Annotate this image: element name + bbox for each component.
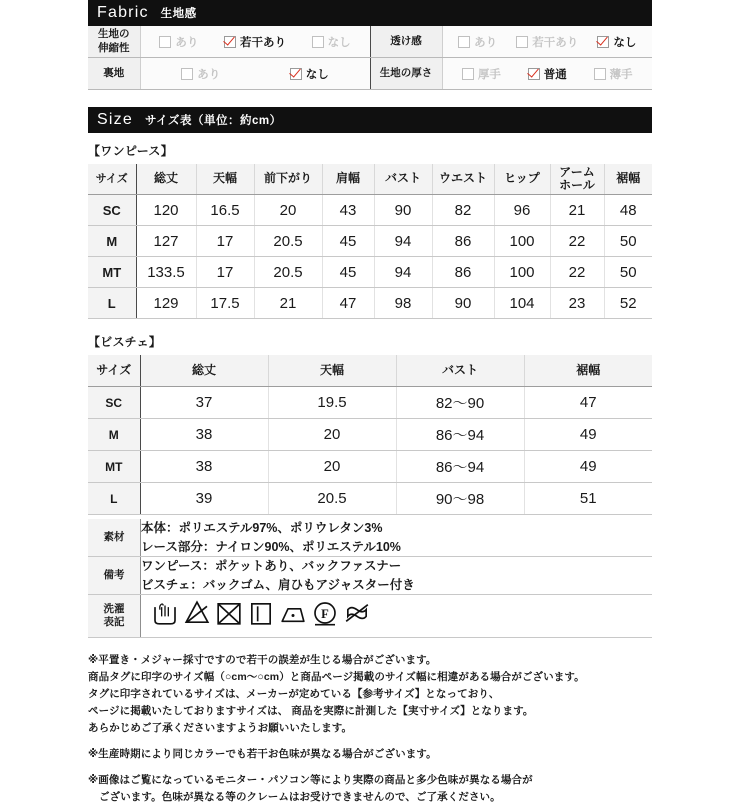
fabric-section-header bbox=[88, 0, 652, 26]
hand-wash-icon bbox=[150, 598, 180, 634]
fabric-header-en: Fabric bbox=[97, 4, 149, 21]
bustier-cell-r1-c3: 86〜94 bbox=[396, 419, 524, 451]
table-row bbox=[88, 195, 652, 226]
unchecked-checkbox-icon bbox=[458, 36, 470, 48]
size-section-header bbox=[88, 107, 652, 133]
footnotes bbox=[88, 652, 652, 806]
footnote-color-lot: ※生産時期により同じカラーでも若干お色味が異なる場合がございます。 bbox=[88, 747, 437, 760]
onepiece-col-header-1: 総丈 bbox=[136, 164, 196, 195]
table-row bbox=[88, 288, 652, 319]
bustier-cell-r2-c4: 49 bbox=[524, 451, 652, 483]
onepiece-cell-r1-c4: 45 bbox=[322, 226, 374, 257]
bustier-cell-r3-c3: 90〜98 bbox=[396, 483, 524, 515]
size-header-en: Size bbox=[97, 111, 133, 128]
spec-content bbox=[88, 0, 652, 806]
onepiece-cell-r2-c4: 45 bbox=[322, 257, 374, 288]
unchecked-checkbox-icon bbox=[462, 68, 474, 80]
size-header-jp: サイズ表（単位：約cm） bbox=[144, 115, 282, 127]
bustier-cell-r3-c0: L bbox=[88, 483, 140, 515]
table-row bbox=[88, 257, 652, 288]
care-value bbox=[141, 595, 653, 638]
onepiece-cell-r3-c3: 21 bbox=[254, 288, 322, 319]
onepiece-col-header-8: アーム ホール bbox=[550, 164, 604, 195]
onepiece-cell-r3-c4: 47 bbox=[322, 288, 374, 319]
onepiece-cell-r2-c1: 133.5 bbox=[136, 257, 196, 288]
onepiece-cell-r3-c2: 17.5 bbox=[196, 288, 254, 319]
onepiece-col-header-3: 前下がり bbox=[254, 164, 322, 195]
footnote-monitor-line-2: ございます。色味が異なる等のクレームはお受けできませんので、ご了承ください。 bbox=[99, 790, 501, 803]
stretch-option-label: 若干あり bbox=[239, 36, 286, 49]
onepiece-cell-r0-c3: 20 bbox=[254, 195, 322, 226]
care-symbol-row bbox=[150, 598, 652, 634]
onepiece-cell-r0-c6: 82 bbox=[432, 195, 494, 226]
bustier-cell-r2-c1: 38 bbox=[140, 451, 268, 483]
onepiece-cell-r3-c6: 90 bbox=[432, 288, 494, 319]
bustier-cell-r1-c4: 49 bbox=[524, 419, 652, 451]
fabric-label-thickness: 生地の厚さ bbox=[370, 58, 442, 90]
thickness-option-0[interactable] bbox=[462, 66, 501, 82]
table-row bbox=[88, 226, 652, 257]
onepiece-col-header-9: 裾幅 bbox=[604, 164, 652, 195]
onepiece-header-row bbox=[88, 164, 652, 195]
care-label: 洗濯 表記 bbox=[88, 595, 141, 638]
onepiece-cell-r0-c1: 120 bbox=[136, 195, 196, 226]
onepiece-cell-r3-c0: L bbox=[88, 288, 136, 319]
drip-dry-icon bbox=[246, 598, 276, 634]
onepiece-cell-r1-c1: 127 bbox=[136, 226, 196, 257]
onepiece-cell-r0-c8: 21 bbox=[550, 195, 604, 226]
lining-option-0[interactable] bbox=[181, 66, 220, 82]
onepiece-cell-r0-c2: 16.5 bbox=[196, 195, 254, 226]
onepiece-cell-r1-c5: 94 bbox=[374, 226, 432, 257]
onepiece-cell-r1-c0: M bbox=[88, 226, 136, 257]
thickness-option-label: 厚手 bbox=[477, 68, 501, 81]
footnote-line: あらかじめご了承くださいますようお願いいたします。 bbox=[88, 721, 353, 734]
onepiece-body bbox=[88, 195, 652, 319]
remarks-line-2: ビスチェ：バックゴム、肩ひもアジャスター付き bbox=[141, 577, 415, 592]
material-line-2: レース部分：ナイロン90%、ポリエステル10% bbox=[141, 539, 401, 554]
onepiece-cell-r1-c3: 20.5 bbox=[254, 226, 322, 257]
bustier-col-header-0: サイズ bbox=[88, 355, 140, 387]
stretch-option-1[interactable] bbox=[224, 34, 286, 50]
fabric-options-stretch bbox=[140, 26, 370, 58]
table-row bbox=[88, 387, 652, 419]
onepiece-cell-r2-c9: 50 bbox=[604, 257, 652, 288]
info-table bbox=[88, 519, 652, 638]
onepiece-col-header-0: サイズ bbox=[88, 164, 136, 195]
stretch-option-label: あり bbox=[175, 36, 199, 49]
fabric-table bbox=[88, 26, 652, 90]
fabric-options-lining bbox=[140, 58, 370, 90]
onepiece-cell-r0-c0: SC bbox=[88, 195, 136, 226]
onepiece-col-header-7: ヒップ bbox=[494, 164, 550, 195]
fabric-options-thickness bbox=[442, 58, 652, 90]
remarks-value bbox=[141, 557, 653, 595]
table-row bbox=[88, 419, 652, 451]
unchecked-checkbox-icon bbox=[594, 68, 606, 80]
bustier-cell-r1-c1: 38 bbox=[140, 419, 268, 451]
bustier-cell-r2-c3: 86〜94 bbox=[396, 451, 524, 483]
onepiece-cell-r2-c7: 100 bbox=[494, 257, 550, 288]
onepiece-cell-r3-c9: 52 bbox=[604, 288, 652, 319]
material-line-1: 本体：ポリエステル97%、ポリウレタン3% bbox=[141, 521, 383, 535]
onepiece-cell-r2-c0: MT bbox=[88, 257, 136, 288]
bustier-cell-r0-c4: 47 bbox=[524, 387, 652, 419]
onepiece-cell-r1-c7: 100 bbox=[494, 226, 550, 257]
onepiece-cell-r2-c3: 20.5 bbox=[254, 257, 322, 288]
onepiece-cell-r0-c5: 90 bbox=[374, 195, 432, 226]
bustier-heading: 【ビスチェ】 bbox=[88, 335, 162, 349]
unchecked-checkbox-icon bbox=[159, 36, 171, 48]
lining-option-1[interactable] bbox=[290, 66, 329, 82]
onepiece-cell-r3-c1: 129 bbox=[136, 288, 196, 319]
fabric-label-sheerness: 透け感 bbox=[370, 26, 442, 58]
fabric-options-sheerness bbox=[442, 26, 652, 58]
sheerness-option-label: 若干あり bbox=[532, 36, 579, 49]
sheerness-option-2[interactable] bbox=[597, 34, 636, 50]
bustier-cell-r3-c2: 20.5 bbox=[268, 483, 396, 515]
onepiece-cell-r2-c2: 17 bbox=[196, 257, 254, 288]
stretch-option-label: なし bbox=[327, 36, 351, 49]
fabric-label-stretch: 生地の 伸縮性 bbox=[88, 26, 140, 58]
sheerness-option-label: あり bbox=[474, 36, 498, 49]
thickness-option-label: 薄手 bbox=[609, 68, 633, 81]
no-bleach-icon bbox=[182, 598, 212, 634]
sheerness-option-0[interactable] bbox=[458, 34, 497, 50]
bustier-cell-r1-c0: M bbox=[88, 419, 140, 451]
no-tumble-dry-icon bbox=[214, 598, 244, 634]
table-row bbox=[88, 451, 652, 483]
bustier-cell-r2-c2: 20 bbox=[268, 451, 396, 483]
onepiece-col-header-4: 肩幅 bbox=[322, 164, 374, 195]
bustier-cell-r0-c0: SC bbox=[88, 387, 140, 419]
onepiece-cell-r1-c6: 86 bbox=[432, 226, 494, 257]
stretch-option-0[interactable] bbox=[159, 34, 198, 50]
checked-checkbox-icon bbox=[224, 36, 236, 48]
onepiece-cell-r0-c4: 43 bbox=[322, 195, 374, 226]
bustier-cell-r3-c1: 39 bbox=[140, 483, 268, 515]
footnote-measurement bbox=[88, 652, 652, 737]
material-label: 素材 bbox=[88, 519, 141, 557]
bustier-cell-r0-c3: 82〜90 bbox=[396, 387, 524, 419]
no-wring-icon bbox=[342, 598, 372, 634]
remarks-line-1: ワンピース：ポケットあり、バックファスナー bbox=[141, 559, 402, 573]
checked-checkbox-icon bbox=[597, 36, 609, 48]
thickness-option-label: 普通 bbox=[543, 68, 567, 81]
bustier-size-table bbox=[88, 355, 652, 515]
thickness-option-2[interactable] bbox=[594, 66, 633, 82]
onepiece-cell-r2-c8: 22 bbox=[550, 257, 604, 288]
sheerness-option-label: なし bbox=[613, 36, 637, 49]
onepiece-cell-r1-c9: 50 bbox=[604, 226, 652, 257]
footnote-line: 商品タグに印字のサイズ幅（○cm〜○cm）と商品ページ掲載のサイズ幅に相違がある場合がございます。 bbox=[88, 670, 585, 683]
info-row-material bbox=[88, 519, 652, 557]
onepiece-cell-r2-c6: 86 bbox=[432, 257, 494, 288]
footnote-monitor-line-1: ※画像はご覧になっているモニター・パソコン等により実際の商品と多少色味が異なる場合が bbox=[88, 773, 533, 786]
bustier-cell-r0-c2: 19.5 bbox=[268, 387, 396, 419]
table-row bbox=[88, 483, 652, 515]
bustier-col-header-2: 天幅 bbox=[268, 355, 396, 387]
bustier-cell-r0-c1: 37 bbox=[140, 387, 268, 419]
sheerness-option-1[interactable] bbox=[516, 34, 578, 50]
fabric-row-lining bbox=[88, 58, 652, 90]
lining-option-label: あり bbox=[197, 68, 221, 81]
fabric-header-jp: 生地感 bbox=[160, 8, 197, 20]
footnote-line: ページに掲載いたしておりますサイズは、 商品を実際に計測した【実寸サイズ】となります。 bbox=[88, 704, 534, 717]
bustier-cell-r3-c4: 51 bbox=[524, 483, 652, 515]
bustier-col-header-1: 総丈 bbox=[140, 355, 268, 387]
onepiece-cell-r0-c7: 96 bbox=[494, 195, 550, 226]
onepiece-cell-r1-c2: 17 bbox=[196, 226, 254, 257]
dryclean-f-icon bbox=[310, 598, 340, 634]
iron-low-icon bbox=[278, 598, 308, 634]
footnote-monitor-color bbox=[88, 772, 652, 806]
bustier-cell-r1-c2: 20 bbox=[268, 419, 396, 451]
unchecked-checkbox-icon bbox=[516, 36, 528, 48]
info-row-remarks bbox=[88, 557, 652, 595]
onepiece-cell-r2-c5: 94 bbox=[374, 257, 432, 288]
footnote-line: ※平置き・メジャー採寸ですので若干の誤差が生じる場合がございます。 bbox=[88, 653, 437, 666]
onepiece-heading: 【ワンピース】 bbox=[88, 144, 174, 158]
lining-option-label: なし bbox=[305, 68, 329, 81]
onepiece-cell-r3-c5: 98 bbox=[374, 288, 432, 319]
fabric-row-stretch bbox=[88, 26, 652, 58]
onepiece-size-table bbox=[88, 164, 652, 319]
checked-checkbox-icon bbox=[528, 68, 540, 80]
onepiece-cell-r3-c8: 23 bbox=[550, 288, 604, 319]
bustier-body bbox=[88, 387, 652, 515]
onepiece-col-header-5: バスト bbox=[374, 164, 432, 195]
footnote-line: タグに印字されているサイズは、メーカーが定めている【参考サイズ】となっており、 bbox=[88, 687, 500, 700]
info-row-care bbox=[88, 595, 652, 638]
svg-text:F: F bbox=[321, 607, 329, 621]
thickness-option-1[interactable] bbox=[528, 66, 567, 82]
bustier-col-header-4: 裾幅 bbox=[524, 355, 652, 387]
onepiece-cell-r0-c9: 48 bbox=[604, 195, 652, 226]
bustier-col-header-3: バスト bbox=[396, 355, 524, 387]
unchecked-checkbox-icon bbox=[312, 36, 324, 48]
onepiece-cell-r1-c8: 22 bbox=[550, 226, 604, 257]
bustier-header-row bbox=[88, 355, 652, 387]
onepiece-cell-r3-c7: 104 bbox=[494, 288, 550, 319]
onepiece-col-header-6: ウエスト bbox=[432, 164, 494, 195]
onepiece-col-header-2: 天幅 bbox=[196, 164, 254, 195]
stretch-option-2[interactable] bbox=[312, 34, 351, 50]
bustier-cell-r2-c0: MT bbox=[88, 451, 140, 483]
material-value bbox=[141, 519, 653, 557]
unchecked-checkbox-icon bbox=[181, 68, 193, 80]
checked-checkbox-icon bbox=[290, 68, 302, 80]
remarks-label: 備考 bbox=[88, 557, 141, 595]
fabric-label-lining: 裏地 bbox=[88, 58, 140, 90]
